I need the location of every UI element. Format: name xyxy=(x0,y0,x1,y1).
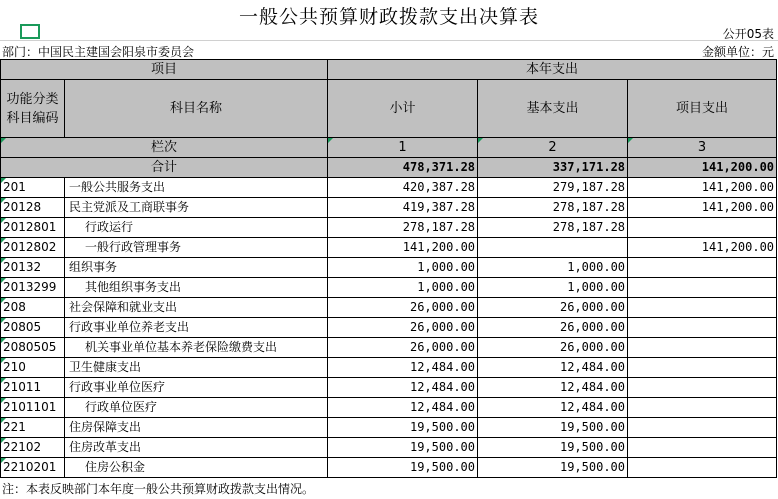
header-name[interactable]: 科目名称 xyxy=(65,80,328,138)
header-col3[interactable] xyxy=(628,138,777,158)
row-basic[interactable]: 12,484.00 xyxy=(478,378,628,398)
row-name[interactable]: 住房公积金 xyxy=(65,458,328,478)
row-basic[interactable]: 1,000.00 xyxy=(478,258,628,278)
text-number-marker-icon xyxy=(1,338,6,343)
row-basic[interactable]: 12,484.00 xyxy=(478,398,628,418)
row-name[interactable]: 卫生健康支出 xyxy=(65,358,328,378)
total-label[interactable]: 合计 xyxy=(1,158,328,178)
row-project[interactable] xyxy=(628,278,777,298)
text-number-marker-icon xyxy=(1,378,6,383)
row-name[interactable]: 民主党派及工商联事务 xyxy=(65,198,328,218)
row-name[interactable]: 行政事业单位医疗 xyxy=(65,378,328,398)
row-project[interactable] xyxy=(628,438,777,458)
row-code[interactable]: 221 xyxy=(1,418,65,438)
department-label: 部门：中国民主建国会阳泉市委员会 xyxy=(2,45,195,59)
row-subtotal[interactable]: 12,484.00 xyxy=(328,398,478,418)
row-name[interactable]: 行政运行 xyxy=(65,218,328,238)
table-code: 公开05表 xyxy=(722,27,774,41)
row-project[interactable] xyxy=(628,318,777,338)
text-number-marker-icon xyxy=(1,238,6,243)
footnote: 注：本表反映部门本年度一般公共预算财政拨款支出情况。 xyxy=(2,482,315,496)
report-title: 一般公共预算财政拨款支出决算表 xyxy=(238,6,539,28)
row-name[interactable]: 其他组织事务支出 xyxy=(65,278,328,298)
row-subtotal[interactable]: 12,484.00 xyxy=(328,358,478,378)
text-number-marker-icon xyxy=(1,418,6,423)
row-name[interactable]: 社会保障和就业支出 xyxy=(65,298,328,318)
selected-cell-cursor[interactable] xyxy=(20,24,40,39)
text-number-marker-icon xyxy=(1,218,6,223)
comment-marker-icon xyxy=(328,138,333,143)
row-basic[interactable]: 1,000.00 xyxy=(478,278,628,298)
table-row xyxy=(1,438,777,458)
row-name[interactable]: 住房保障支出 xyxy=(65,418,328,438)
row-subtotal[interactable]: 1,000.00 xyxy=(328,258,478,278)
expenditure-table xyxy=(0,59,777,478)
comment-marker-icon xyxy=(478,138,483,143)
row-basic[interactable]: 19,500.00 xyxy=(478,458,628,478)
row-code[interactable]: 20128 xyxy=(1,198,65,218)
text-number-marker-icon xyxy=(1,198,6,203)
row-basic[interactable]: 278,187.28 xyxy=(478,198,628,218)
row-project[interactable] xyxy=(628,338,777,358)
text-number-marker-icon xyxy=(1,358,6,363)
row-basic[interactable]: 19,500.00 xyxy=(478,418,628,438)
row-project[interactable] xyxy=(628,458,777,478)
grid-divider xyxy=(0,40,778,41)
row-name[interactable]: 住房改革支出 xyxy=(65,438,328,458)
text-number-marker-icon xyxy=(1,398,6,403)
row-code[interactable]: 20132 xyxy=(1,258,65,278)
row-subtotal[interactable]: 26,000.00 xyxy=(328,298,478,318)
row-code[interactable]: 22102 xyxy=(1,438,65,458)
row-subtotal[interactable]: 278,187.28 xyxy=(328,218,478,238)
text-number-marker-icon xyxy=(1,278,6,283)
row-basic[interactable]: 26,000.00 xyxy=(478,298,628,318)
header-current-year[interactable]: 本年支出 xyxy=(328,60,777,80)
row-subtotal[interactable]: 419,387.28 xyxy=(328,198,478,218)
table-row xyxy=(1,298,777,318)
row-project[interactable]: 141,200.00 xyxy=(628,178,777,198)
header-code[interactable]: 功能分类科目编码 xyxy=(1,80,65,138)
row-subtotal[interactable]: 19,500.00 xyxy=(328,458,478,478)
row-project[interactable]: 141,200.00 xyxy=(628,198,777,218)
row-basic[interactable]: 279,187.28 xyxy=(478,178,628,198)
row-code[interactable]: 2012801 xyxy=(1,218,65,238)
row-code[interactable]: 2101101 xyxy=(1,398,65,418)
row-name[interactable]: 一般行政管理事务 xyxy=(65,238,328,258)
header-col1[interactable] xyxy=(328,138,478,158)
table-row xyxy=(1,198,777,218)
row-basic[interactable]: 278,187.28 xyxy=(478,218,628,238)
row-basic[interactable]: 12,484.00 xyxy=(478,358,628,378)
table-row xyxy=(1,218,777,238)
row-name[interactable]: 行政单位医疗 xyxy=(65,398,328,418)
col3-text: 3 xyxy=(697,140,707,155)
text-number-marker-icon xyxy=(1,318,6,323)
row-code[interactable]: 21011 xyxy=(1,378,65,398)
row-code[interactable]: 2012802 xyxy=(1,238,65,258)
table-row xyxy=(1,418,777,438)
row-code[interactable]: 20805 xyxy=(1,318,65,338)
comment-marker-icon xyxy=(628,138,633,143)
comment-marker-icon xyxy=(1,138,6,143)
currency-unit-label: 金额单位：元 xyxy=(701,45,774,59)
row-subtotal[interactable]: 19,500.00 xyxy=(328,438,478,458)
row-subtotal[interactable]: 26,000.00 xyxy=(328,318,478,338)
col2-text: 2 xyxy=(548,140,557,155)
total-subtotal[interactable]: 478,371.28 xyxy=(328,158,478,178)
table-row xyxy=(1,378,777,398)
table-row xyxy=(1,278,777,298)
total-basic[interactable]: 337,171.28 xyxy=(478,158,628,178)
header-column-label[interactable] xyxy=(1,138,328,158)
table-row xyxy=(1,258,777,278)
text-number-marker-icon xyxy=(1,438,6,443)
text-number-marker-icon xyxy=(1,298,6,303)
row-code[interactable]: 2210201 xyxy=(1,458,65,478)
row-subtotal[interactable]: 19,500.00 xyxy=(328,418,478,438)
text-number-marker-icon xyxy=(1,458,6,463)
row-name[interactable]: 机关事业单位基本养老保险缴费支出 xyxy=(65,338,328,358)
row-project[interactable] xyxy=(628,358,777,378)
row-basic[interactable]: 19,500.00 xyxy=(478,438,628,458)
row-project[interactable] xyxy=(628,218,777,238)
row-project[interactable] xyxy=(628,418,777,438)
table-row xyxy=(1,398,777,418)
header-col2[interactable] xyxy=(478,138,628,158)
table-row xyxy=(1,458,777,478)
header-project[interactable]: 项目支出 xyxy=(628,80,777,138)
col1-text: 1 xyxy=(398,140,407,155)
row-code[interactable]: 210 xyxy=(1,358,65,378)
row-code[interactable]: 2080505 xyxy=(1,338,65,358)
row-code[interactable]: 2013299 xyxy=(1,278,65,298)
text-number-marker-icon xyxy=(1,258,6,263)
row-name[interactable]: 行政事业单位养老支出 xyxy=(65,318,328,338)
table-row xyxy=(1,178,777,198)
row-project[interactable] xyxy=(628,258,777,278)
row-name[interactable]: 组织事务 xyxy=(65,258,328,278)
row-code[interactable]: 208 xyxy=(1,298,65,318)
row-project[interactable]: 141,200.00 xyxy=(628,238,777,258)
row-code[interactable]: 201 xyxy=(1,178,65,198)
header-subtotal[interactable]: 小计 xyxy=(328,80,478,138)
row-project[interactable] xyxy=(628,378,777,398)
text-number-marker-icon xyxy=(1,178,6,183)
table-row xyxy=(1,338,777,358)
header-item[interactable]: 项目 xyxy=(1,60,328,80)
total-project[interactable]: 141,200.00 xyxy=(628,158,777,178)
row-basic[interactable]: 26,000.00 xyxy=(478,338,628,358)
table-row xyxy=(1,358,777,378)
row-subtotal[interactable]: 1,000.00 xyxy=(328,278,478,298)
column-label-text: 栏次 xyxy=(151,140,178,155)
row-project[interactable] xyxy=(628,398,777,418)
header-basic[interactable]: 基本支出 xyxy=(478,80,628,138)
row-basic[interactable]: 26,000.00 xyxy=(478,318,628,338)
table-row xyxy=(1,318,777,338)
row-subtotal[interactable]: 26,000.00 xyxy=(328,338,478,358)
row-basic[interactable] xyxy=(478,238,628,258)
table-row xyxy=(1,238,777,258)
row-name[interactable]: 一般公共服务支出 xyxy=(65,178,328,198)
row-project[interactable] xyxy=(628,298,777,318)
row-subtotal[interactable]: 141,200.00 xyxy=(328,238,478,258)
row-subtotal[interactable]: 12,484.00 xyxy=(328,378,478,398)
row-subtotal[interactable]: 420,387.28 xyxy=(328,178,478,198)
